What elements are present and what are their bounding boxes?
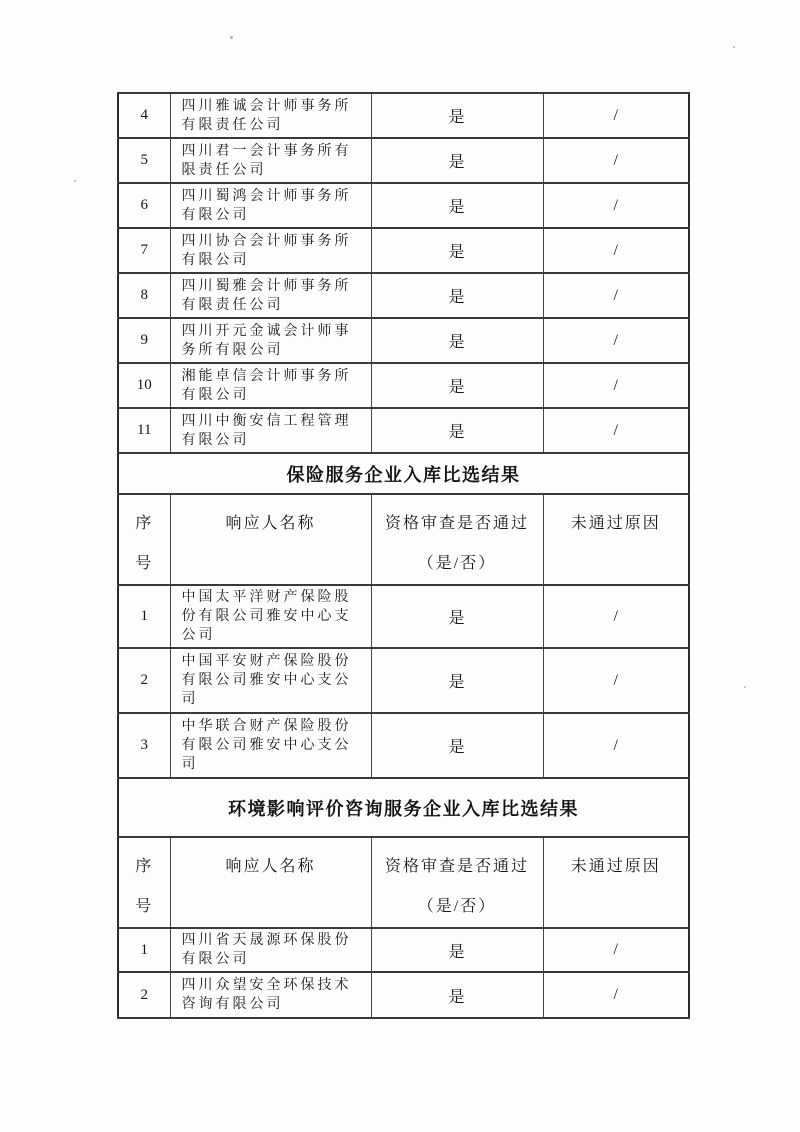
qualified-cell: 是 [371, 273, 543, 318]
header-reason-cell [543, 837, 689, 928]
table-row [118, 585, 689, 648]
section-title-row [118, 778, 689, 837]
header-number-line1: 序 [135, 515, 154, 532]
row-number-cell: 5 [118, 138, 170, 183]
company-name-cell: 四川中衡安信工程管理有限公司 [170, 408, 371, 453]
table-row [118, 972, 689, 1018]
company-name-cell: 四川协合会计师事务所有限公司 [170, 228, 371, 273]
company-name-cell: 四川省天晟源环保股份有限公司 [170, 928, 371, 972]
section-title-row [118, 453, 689, 494]
bid-results-table [117, 92, 690, 1019]
header-qualified-line1: 资格审查是否通过 [384, 515, 529, 532]
header-reason-label: 未通过原因 [570, 515, 661, 532]
company-name-cell: 四川蜀雅会计师事务所有限责任公司 [170, 273, 371, 318]
qualified-cell: 是 [371, 585, 543, 648]
header-name-cell [170, 494, 371, 585]
header-number-line2: 号 [135, 555, 154, 572]
reason-cell: / [543, 93, 689, 138]
row-number-cell: 7 [118, 228, 170, 273]
header-reason-cell [543, 494, 689, 585]
reason-cell: / [543, 648, 689, 713]
header-name-cell [170, 837, 371, 928]
reason-cell: / [543, 273, 689, 318]
table-header-row [118, 494, 689, 585]
reason-cell: / [543, 972, 689, 1018]
header-qualified-cell [371, 837, 543, 928]
table-header-row [118, 837, 689, 928]
company-name-cell: 四川蜀鸿会计师事务所有限公司 [170, 183, 371, 228]
table-row [118, 648, 689, 713]
table-row [118, 408, 689, 453]
table-row [118, 928, 689, 972]
qualified-cell: 是 [371, 318, 543, 363]
qualified-cell: 是 [371, 928, 543, 972]
header-number-cell [118, 494, 170, 585]
reason-cell: / [543, 928, 689, 972]
row-number-cell: 2 [118, 648, 170, 713]
scan-noise-dot [733, 46, 735, 48]
header-number-line1: 序 [135, 858, 154, 875]
company-name-cell: 中华联合财产保险股份有限公司雅安中心支公司 [170, 713, 371, 778]
qualified-cell: 是 [371, 93, 543, 138]
reason-cell: / [543, 585, 689, 648]
qualified-cell: 是 [371, 713, 543, 778]
table-row [118, 138, 689, 183]
table-row [118, 228, 689, 273]
header-qualified-line2: （是/否） [417, 555, 497, 572]
row-number-cell: 9 [118, 318, 170, 363]
reason-cell: / [543, 138, 689, 183]
reason-cell: / [543, 408, 689, 453]
company-name-cell: 四川众望安全环保技术咨询有限公司 [170, 972, 371, 1018]
reason-cell: / [543, 363, 689, 408]
reason-cell: / [543, 183, 689, 228]
section-title: 环境影响评价咨询服务企业入库比选结果 [118, 778, 689, 837]
scan-noise-dot [74, 180, 76, 182]
row-number-cell: 3 [118, 713, 170, 778]
table-row [118, 363, 689, 408]
qualified-cell: 是 [371, 228, 543, 273]
row-number-cell: 4 [118, 93, 170, 138]
header-number-cell [118, 837, 170, 928]
qualified-cell: 是 [371, 363, 543, 408]
reason-cell: / [543, 228, 689, 273]
reason-cell: / [543, 318, 689, 363]
row-number-cell: 6 [118, 183, 170, 228]
header-reason-label: 未通过原因 [570, 858, 661, 875]
scan-noise-dot [744, 686, 746, 688]
header-name-label: 响应人名称 [225, 858, 316, 875]
row-number-cell: 10 [118, 363, 170, 408]
company-name-cell: 四川君一会计事务所有限责任公司 [170, 138, 371, 183]
header-qualified-cell [371, 494, 543, 585]
company-name-cell: 四川雅诚会计师事务所有限责任公司 [170, 93, 371, 138]
qualified-cell: 是 [371, 408, 543, 453]
row-number-cell: 2 [118, 972, 170, 1018]
qualified-cell: 是 [371, 138, 543, 183]
table-row [118, 713, 689, 778]
table-row [118, 93, 689, 138]
header-qualified-line1: 资格审查是否通过 [384, 858, 529, 875]
qualified-cell: 是 [371, 183, 543, 228]
qualified-cell: 是 [371, 972, 543, 1018]
reason-cell: / [543, 713, 689, 778]
scan-noise-dot [230, 36, 233, 39]
section-title: 保险服务企业入库比选结果 [118, 453, 689, 494]
header-number-line2: 号 [135, 898, 154, 915]
table-row [118, 318, 689, 363]
company-name-cell: 中国平安财产保险股份有限公司雅安中心支公司 [170, 648, 371, 713]
header-name-label: 响应人名称 [225, 515, 316, 532]
table-row [118, 273, 689, 318]
qualified-cell: 是 [371, 648, 543, 713]
table-row [118, 183, 689, 228]
row-number-cell: 1 [118, 585, 170, 648]
row-number-cell: 11 [118, 408, 170, 453]
row-number-cell: 1 [118, 928, 170, 972]
company-name-cell: 四川开元金诚会计师事务所有限公司 [170, 318, 371, 363]
company-name-cell: 湘能卓信会计师事务所有限公司 [170, 363, 371, 408]
header-qualified-line2: （是/否） [417, 898, 497, 915]
company-name-cell: 中国太平洋财产保险股份有限公司雅安中心支公司 [170, 585, 371, 648]
row-number-cell: 8 [118, 273, 170, 318]
